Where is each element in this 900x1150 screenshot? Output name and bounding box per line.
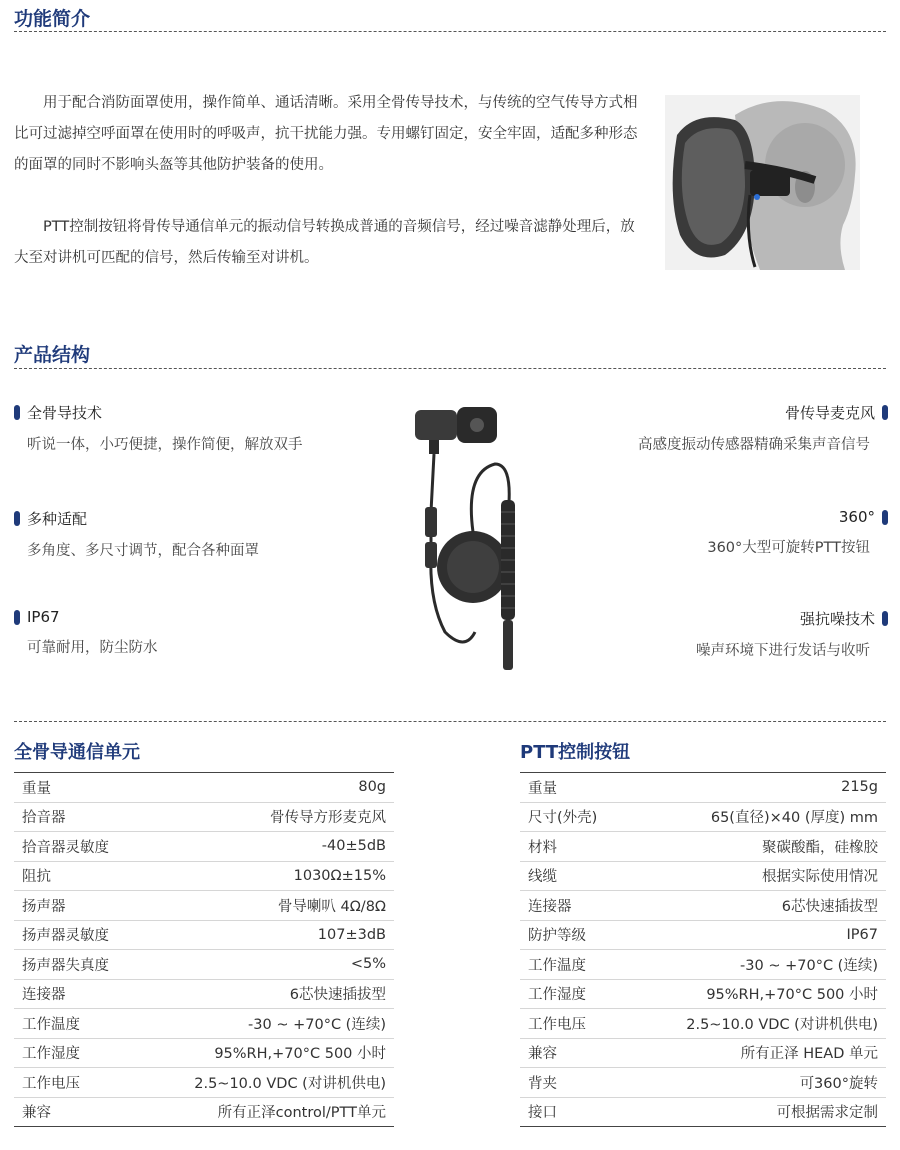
spec-label: 线缆 (520, 861, 627, 891)
spec-label: 尺寸(外壳) (520, 802, 627, 832)
intro-paragraph-2: PTT控制按钮将骨传导通信单元的振动信号转换成普通的音频信号，经过噪音滤静处理后，放大至对讲机可匹配的信号，然后传输至对讲机。 (14, 219, 635, 266)
table-row (520, 1068, 886, 1098)
table-row (14, 861, 394, 891)
spec-label: 扬声器 (14, 891, 140, 921)
bullet-bar-icon (882, 510, 888, 525)
spec-value: IP67 (627, 920, 886, 950)
feature-right-2 (568, 508, 888, 557)
bullet-bar-icon (14, 610, 20, 625)
table-row (14, 1068, 394, 1098)
spec-value: 107±3dB (140, 920, 394, 950)
spec-label: 防护等级 (520, 920, 627, 950)
table-row (14, 1038, 394, 1068)
product-structure-image (405, 402, 515, 684)
specs-right-table (520, 772, 886, 1127)
table-row (520, 979, 886, 1009)
spec-label: 重量 (14, 773, 140, 803)
table-row (520, 891, 886, 921)
feature-title: 骨传导麦克风 (784, 404, 875, 422)
table-row (14, 773, 394, 803)
divider (14, 31, 886, 32)
structure-title: 产品结构 (14, 344, 91, 366)
spec-value: 根据实际使用情况 (627, 861, 886, 891)
spec-label: 工作电压 (14, 1068, 140, 1098)
spec-label: 扬声器失真度 (14, 950, 140, 980)
spec-label: 材料 (520, 832, 627, 862)
feature-title: 多种适配 (27, 510, 88, 528)
table-row (14, 1097, 394, 1127)
spec-value: 95%RH,+70°C 500 小时 (627, 979, 886, 1009)
table-row (520, 1009, 886, 1039)
feature-title: IP67 (27, 608, 60, 626)
spec-label: 连接器 (14, 979, 140, 1009)
spec-value: 聚碳酸酯，硅橡胶 (627, 832, 886, 862)
spec-label: 工作温度 (520, 950, 627, 980)
table-row (520, 773, 886, 803)
feature-desc: 360°大型可旋转PTT按钮 (707, 540, 870, 556)
spec-label: 连接器 (520, 891, 627, 921)
spec-label: 兼容 (22, 1105, 51, 1122)
divider (14, 721, 886, 722)
spec-value: 可根据需求定制 (776, 1105, 878, 1122)
table-row (14, 832, 394, 862)
intro-title: 功能简介 (14, 8, 91, 30)
feature-desc: 听说一体，小巧便捷，操作简便，解放双手 (27, 437, 303, 453)
spec-value: -30 ~ +70°C (连续) (140, 1009, 394, 1039)
table-row (520, 1097, 886, 1127)
divider (14, 368, 886, 369)
spec-value: 所有正泽 HEAD 单元 (627, 1038, 886, 1068)
feature-left-3 (14, 608, 334, 657)
feature-desc: 可靠耐用，防尘防水 (27, 640, 158, 656)
spec-label: 重量 (520, 773, 627, 803)
specs-right-title: PTT控制按钮 (520, 742, 631, 763)
bullet-bar-icon (14, 405, 20, 420)
spec-value: 65(直径)×40 (厚度) mm (627, 802, 886, 832)
feature-left-2 (14, 508, 334, 560)
specs-left-table (14, 772, 394, 1127)
feature-right-3 (568, 608, 888, 660)
spec-label: 工作温度 (14, 1009, 140, 1039)
table-row (520, 1038, 886, 1068)
spec-label: 拾音器 (14, 802, 140, 832)
spec-value: 80g (140, 773, 394, 803)
specs-left-title: 全骨导通信单元 (14, 742, 140, 763)
spec-value: -30 ~ +70°C (连续) (627, 950, 886, 980)
spec-label: 背夹 (520, 1068, 627, 1098)
table-row (14, 1009, 394, 1039)
table-row (14, 950, 394, 980)
table-row (520, 861, 886, 891)
spec-label: 接口 (528, 1105, 557, 1122)
spec-label: 工作电压 (520, 1009, 627, 1039)
bullet-bar-icon (882, 611, 888, 626)
spec-value: 6芯快速插拔型 (140, 979, 394, 1009)
spec-value: 可360°旋转 (627, 1068, 886, 1098)
spec-label: 阻抗 (14, 861, 140, 891)
spec-value: 所有正泽control/PTT单元 (217, 1105, 386, 1122)
table-row (14, 979, 394, 1009)
spec-value: 2.5~10.0 VDC (对讲机供电) (140, 1068, 394, 1098)
spec-label: 工作湿度 (14, 1038, 140, 1068)
spec-label: 扬声器灵敏度 (14, 920, 140, 950)
table-row (14, 802, 394, 832)
table-row (520, 950, 886, 980)
table-row (14, 920, 394, 950)
spec-value: 6芯快速插拔型 (627, 891, 886, 921)
feature-title: 全骨导技术 (27, 404, 103, 422)
spec-value: 骨导喇叭 4Ω/8Ω (140, 891, 394, 921)
spec-value: 2.5~10.0 VDC (对讲机供电) (627, 1009, 886, 1039)
feature-desc: 噪声环境下进行发话与收听 (696, 643, 870, 659)
spec-label: 兼容 (520, 1038, 627, 1068)
feature-left-1 (14, 402, 334, 454)
feature-right-1 (568, 402, 888, 454)
spec-value: 1030Ω±15% (140, 861, 394, 891)
table-row (14, 891, 394, 921)
table-row (520, 802, 886, 832)
spec-value: 骨传导方形麦克风 (140, 802, 394, 832)
feature-desc: 高感度振动传感器精确采集声音信号 (638, 437, 870, 453)
bullet-bar-icon (882, 405, 888, 420)
spec-value: -40±5dB (140, 832, 394, 862)
feature-desc: 多角度、多尺寸调节，配合各种面罩 (27, 543, 259, 559)
feature-title: 强抗噪技术 (799, 610, 875, 628)
spec-value: <5% (140, 950, 394, 980)
intro-paragraph-1: 用于配合消防面罩使用，操作简单、通话清晰。采用全骨传导技术，与传统的空气传导方式相比可过滤掉空呼面罩在使用时的呼吸声，抗干扰能力强。专用螺钉固定，安全牢固，适配多种形态的面罩的同时不影响头盔等其他防护装备的使用。 (14, 95, 638, 173)
spec-value: 215g (627, 773, 886, 803)
table-row (520, 832, 886, 862)
bullet-bar-icon (14, 511, 20, 526)
spec-label: 拾音器灵敏度 (14, 832, 140, 862)
table-row (520, 920, 886, 950)
feature-title: 360° (838, 508, 875, 526)
headset-on-head-image (665, 95, 860, 270)
spec-label: 工作湿度 (520, 979, 627, 1009)
spec-value: 95%RH,+70°C 500 小时 (140, 1038, 394, 1068)
